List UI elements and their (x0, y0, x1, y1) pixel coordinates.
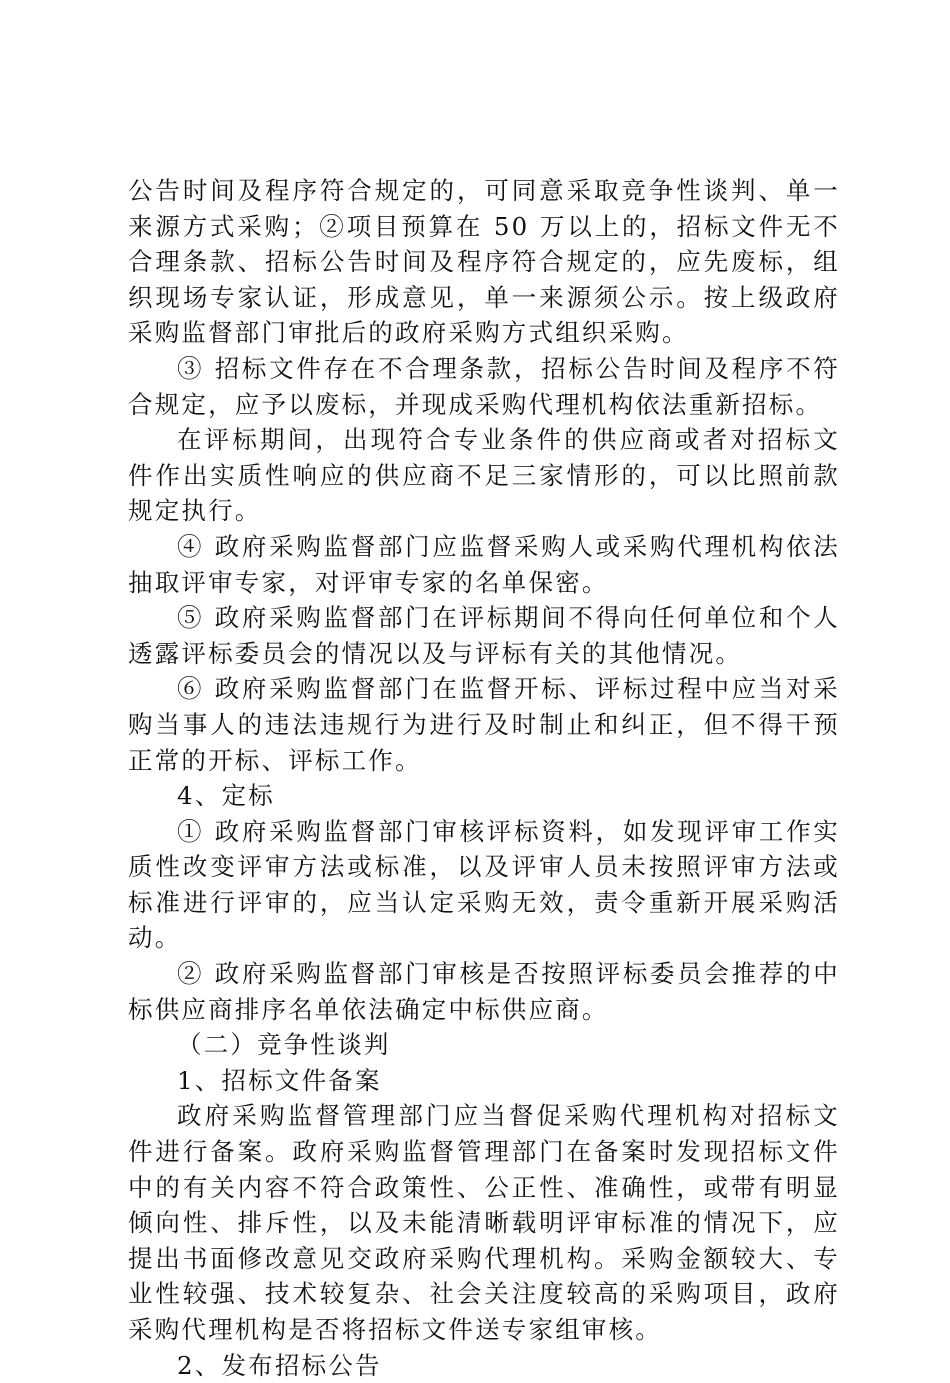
section-heading-announcement: 2、发布招标公告 (177, 1350, 382, 1380)
paragraph-item-6: ⑥ 政府采购监督部门在监督开标、评标过程中应当对采购当事人的违法违规行为进行及时制止和纠正，但不得干预正常的开标、评标工作。 (128, 674, 840, 775)
document-body (128, 173, 840, 1383)
paragraph-filing: 政府采购监督管理部门应当督促采购代理机构对招标文件进行备案。政府采购监督管理部门在备案时发现招标文件中的有关内容不符合政策性、公正性、准确性，或带有明显倾向性、排斥性，以及未能清晰载明评审标准的情况下，应提出书面修改意见交政府采购代理机构。采购金额较大、专业性较强、技术较复杂、社会关注度较高的采购项目，政府采购代理机构是否将招标文件送专家组审核。 (128, 1101, 840, 1344)
paragraph-item-3: ③ 招标文件存在不合理条款，招标公告时间及程序不符合规定，应予以废标，并现成采购代理机构依法重新招标。 (128, 353, 840, 419)
paragraph-award-item-1: ① 政府采购监督部门审核评标资料，如发现评审工作实质性改变评审方法或标准，以及评审人员未按照评审方法或标准进行评审的，应当认定采购无效，责令重新开展采购活动。 (128, 816, 840, 953)
section-heading-award: 4、定标 (177, 781, 275, 811)
paragraph-award-item-2: ② 政府采购监督部门审核是否按照评标委员会推荐的中标供应商排序名单依法确定中标供应商。 (128, 959, 840, 1024)
paragraph-item-5: ⑤ 政府采购监督部门在评标期间不得向任何单位和个人透露评标委员会的情况以及与评标有关的其他情况。 (128, 603, 840, 668)
paragraph-continued: 公告时间及程序符合规定的，可同意采取竞争性谈判、单一来源方式采购；②项目预算在 50 万以上的，招标文件无不合理条款、招标公告时间及程序符合规定的，应先废标，组织现场专家认证，形成意见，单一来源须公示。按上级政府采购监督部门审批后的政府采购方式组织采购。 (128, 176, 840, 348)
section-heading-filing: 1、招标文件备案 (177, 1065, 382, 1095)
section-heading-negotiation: （二）竞争性谈判 (177, 1030, 391, 1060)
paragraph-item-4: ④ 政府采购监督部门应监督采购人或采购代理机构依法抽取评审专家，对评审专家的名单保密。 (128, 531, 840, 597)
paragraph-evaluation-period: 在评标期间，出现符合专业条件的供应商或者对招标文件作出实质性响应的供应商不足三家情形的，可以比照前款规定执行。 (128, 425, 840, 526)
